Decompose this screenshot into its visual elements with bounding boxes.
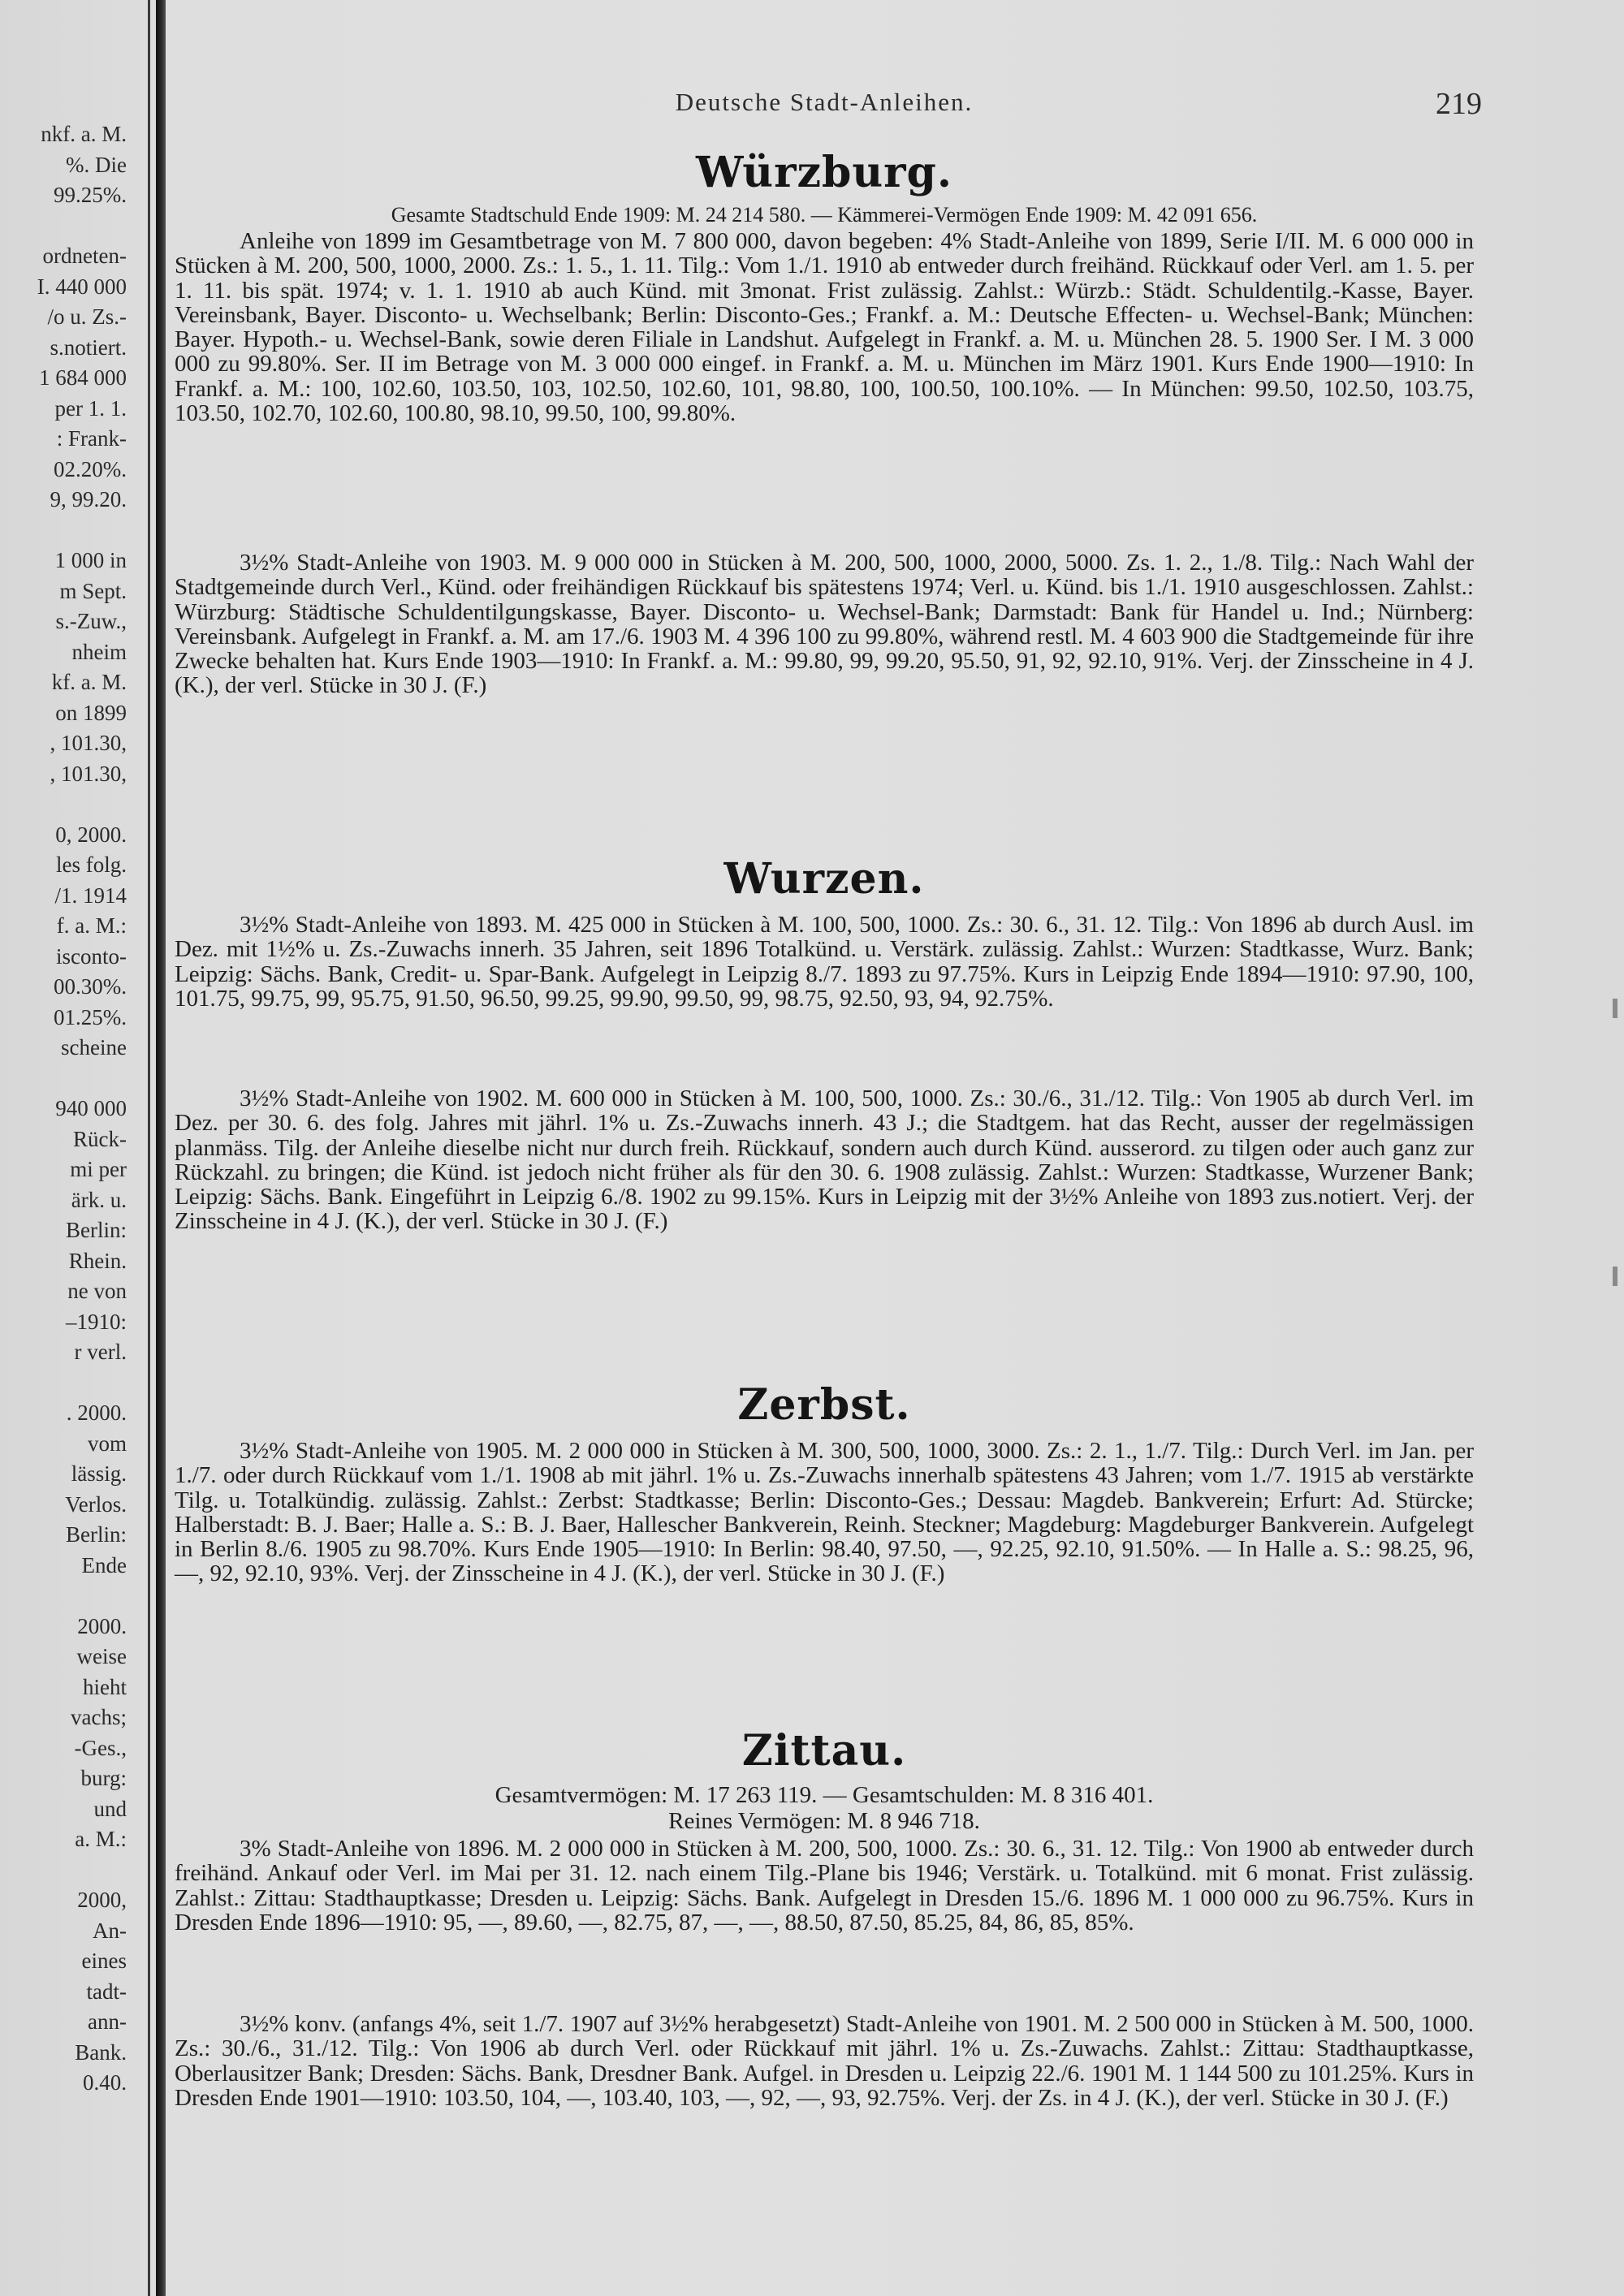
- fragment-line: . 2000.: [66, 1400, 127, 1425]
- fragment-line: 2000,: [77, 1888, 127, 1912]
- section-title-wuerzburg: Würzburg.: [695, 148, 953, 197]
- fragment-line: Berlin:: [66, 1522, 127, 1547]
- fragment-line: eines: [81, 1949, 127, 1973]
- fragment-line: 1 684 000: [39, 365, 127, 390]
- wuerzburg-anleihe-1903: 3½% Stadt-Anleihe von 1903. M. 9 000 000 in Stücken à M. 200, 500, 1000, 2000, 5000. Zs. 1. 2., 1./8. Tilg.: Nach Wahl der Stadtgemeinde durch Verl., Künd. oder freihändigen Rückkauf bis spätestens 1974; Verl. u. Künd. bis 1./1. 1910 ausgeschlossen. Zahlst.: Würzburg: Städtische Schuldentilgungskasse, Bayer. Disconto- u. Wechsel-Bank; Darmstadt: Bank für Handel u. Ind.; Nürnberg: Vereinsbank. Aufgelegt in Frankf. a. M. am 17./6. 1903 M. 4 396 100 zu 99.80%, während restl. M. 4 603 900 die Stadtgemeinde für ihre Zwecke behalten hat. Kurs Ende 1903—1910: In Frankf. a. M.: 99.80, 99, 99.20, 95.50, 91, 92, 92.10, 91%. Verj. der Zinsscheine in 4 J. (K.), der verl. Stücke in 30 J. (F.): [175, 550, 1474, 699]
- wurzen-anleihe-1902: 3½% Stadt-Anleihe von 1902. M. 600 000 in Stücken à M. 100, 500, 1000. Zs.: 30./6., 31./12. Tilg.: Von 1905 ab durch Verl. im Dez. per 30. 6. des folg. Jahres mit jährl. 1% u. Zs.-Zuwachs innerh. 43 J.; die Stadtgem. hat das Recht, ausser der regelmässigen planmäss. Tilg. der Anleihe dieselbe nicht nur durch freih. Rückkauf, sondern auch durch Künd. ausserord. zu tilgen oder auch ganz zur Rückzahl. zu bringen; die Künd. ist jedoch nicht früher als für den 30. 6. 1908 zulässig. Zahlst.: Wurzen: Stadtkasse, Wurzener Bank; Leipzig: Sächs. Bank. Eingeführt in Leipzig 6./8. 1902 zu 99.15%. Kurs in Leipzig mit der 3½% Anleihe von 1893 zus.notiert. Verj. der Zinsscheine in 4 J. (K.), der verl. Stücke in 30 J. (F.): [175, 1085, 1474, 1235]
- section-title-wurzen: Wurzen.: [723, 854, 925, 904]
- fragment-line: -Ges.,: [74, 1735, 127, 1760]
- wurzen-anleihe-1893: 3½% Stadt-Anleihe von 1893. M. 425 000 in Stücken à M. 100, 500, 1000. Zs.: 30. 6., 31. 12. Tilg.: Von 1896 ab durch Ausl. im Dez. mit 1½% u. Zs.-Zuwachs innerh. 35 Jahren, seit 1896 Totalkünd. u. Verstärk. zulässig. Zahlst.: Wurzen: Stadtkasse, Wurz. Bank; Leipzig: Sächs. Bank, Credit- u. Spar-Bank. Aufgelegt in Leipzig 8./7. 1893 zu 97.75%. Kurs in Leipzig Ende 1894—1910: 97.90, 100, 101.75, 99.75, 99, 95.75, 91.50, 96.50, 99.25, 99.90, 99.50, 99, 98.75, 92.50, 93, 94, 92.75%.: [175, 912, 1474, 1012]
- gutter-line-thin: [148, 0, 150, 2296]
- fragment-line: ann-: [88, 2009, 127, 2034]
- fragment-line: per 1. 1.: [54, 395, 127, 421]
- fragment-line: , 101.30,: [50, 761, 127, 786]
- fragment-line: r verl.: [74, 1340, 127, 1364]
- fragment-line: isconto-: [56, 943, 127, 969]
- fragment-line: I. 440 000: [37, 274, 127, 299]
- zittau-anleihe-1896: 3% Stadt-Anleihe von 1896. M. 2 000 000 in Stücken à M. 200, 500, 1000. Zs.: 30. 6., 31. 12. Tilg.: Von 1900 ab entweder durch freihänd. Ankauf oder Verl. im Mai per 31. 12. nach einem Tilg.-Plane bis 1946; Verstärk. u. Totalkünd. mit 6 monat. Frist zulässig. Zahlst.: Zittau: Stadthauptkasse; Dresden u. Leipzig: Sächs. Bank. Aufgelegt in Dresden 15./6. 1896 M. 1 000 000 zu 96.75%. Kurs in Dresden Ende 1896—1910: 95, —, 89.60, —, 82.75, 87, —, —, 88.50, 87.50, 85.25, 84, 86, 85, 85%.: [175, 1836, 1474, 1936]
- fragment-line: Verlos.: [65, 1491, 127, 1517]
- fragment-line: vom: [87, 1431, 127, 1456]
- fragment-line: 2000.: [77, 1613, 127, 1638]
- fragment-line: s.notiert.: [50, 334, 127, 360]
- fragment-line: 9, 99.20.: [50, 487, 127, 511]
- wuerzburg-summary: Gesamte Stadtschuld Ende 1909: M. 24 214 580. — Kämmerei-Vermögen Ende 1909: M. 42 091 656.: [391, 203, 1258, 227]
- fragment-line: /o u. Zs.-: [47, 304, 127, 329]
- section-title-zittau: Zittau.: [741, 1726, 907, 1776]
- fragment-line: scheine: [61, 1035, 127, 1060]
- fragment-line: 940 000: [55, 1096, 127, 1120]
- zittau-anleihe-1901: 3½% konv. (anfangs 4%, seit 1./7. 1907 auf 3½% herabgesetzt) Stadt-Anleihe von 1901. M. 2 500 000 in Stücken à M. 500, 1000. Zs.: 30./6., 31./12. Tilg.: Von 1906 ab durch Verl. oder Rückkauf mit jährl. 1% u. Zs.-Zuwachs. Zahlst.: Zittau: Stadthauptkasse, Oberlausitzer Bank; Dresden: Sächs. Bank, Dresdner Bank. Aufgel. in Dresden u. Leipzig 22./6. 1901 M. 1 144 500 zu 101.25%. Kurs in Dresden Ende 1901—1910: 103.50, 104, —, 103.40, 103, —, 92, —, 93, 92.75%. Verj. der Zs. in 4 J. (K.), der verl. Stücke in 30 J. (F.): [175, 2011, 1474, 2111]
- fragment-line: 99.25%.: [54, 183, 127, 207]
- fragment-line: 1 000 in: [54, 548, 127, 572]
- fragment-line: lässig.: [71, 1461, 127, 1486]
- fragment-line: tadt-: [86, 1979, 127, 2004]
- fragment-line: weise: [76, 1644, 127, 1668]
- fragment-line: m Sept.: [59, 578, 127, 603]
- fragment-line: a. M.:: [75, 1827, 127, 1851]
- fragment-line: An-: [93, 1918, 127, 1943]
- fragment-line: les folg.: [56, 852, 127, 877]
- fragment-line: : Frank-: [56, 426, 127, 451]
- fragment-line: mi per: [70, 1157, 127, 1181]
- fragment-line: 0, 2000.: [55, 822, 127, 847]
- fragment-line: 01.25%.: [54, 1004, 127, 1029]
- scan-edge-mark: [1613, 1267, 1618, 1286]
- fragment-line: ärk. u.: [71, 1187, 127, 1212]
- zerbst-anleihe-1905: 3½% Stadt-Anleihe von 1905. M. 2 000 000 in Stücken à M. 300, 500, 1000, 3000. Zs.: 2. 1., 1./7. Tilg.: Durch Verl. im Jan. per 1./7. oder durch Rückkauf vom 1./1. 1908 ab mit jährl. 1% u. Zs.-Zuwachs innerhalb spätestens 43 Jahren; vom 1./7. 1915 ab verstärkte Tilg. u. Totalkündig. zulässig. Zahlst.: Zerbst: Stadtkasse; Berlin: Disconto-Ges.; Dessau: Magdeb. Bankverein; Erfurt: Ad. Stürcke; Halberstadt: B. J. Baer; Halle a. S.: B. J. Baer, Hallescher Bankverein, Reinh. Steckner; Magdeburg: Magdeburger Bankverein. Aufgelegt in Berlin 8./6. 1905 zu 98.70%. Kurs Ende 1905—1910: In Berlin: 98.40, 97.50, —, 92.25, 92.10, 91.50%. — In Halle a. S.: 98.25, 96, —, 92, 92.10, 93%. Verj. der Zinsscheine in 4 J. (K.), der verl. Stücke in 30 J. (F.): [175, 1438, 1474, 1587]
- page-content: [166, 0, 1482, 2296]
- fragment-line: ne von: [67, 1279, 127, 1303]
- running-title: Deutsche Stadt-Anleihen.: [675, 88, 974, 116]
- fragment-line: –1910:: [65, 1309, 127, 1334]
- fragment-line: Ende: [81, 1552, 127, 1577]
- section-title-zerbst: Zerbst.: [737, 1380, 911, 1430]
- fragment-line: on 1899: [55, 700, 127, 725]
- previous-page-fragment: [0, 122, 130, 2103]
- zittau-vermoegen: Gesamtvermögen: M. 17 263 119. — Gesamtschulden: M. 8 316 401.: [495, 1782, 1154, 1808]
- fragment-line: Rück-: [73, 1126, 127, 1151]
- fragment-line: /1. 1914: [54, 883, 127, 908]
- zittau-reines-vermoegen: Reines Vermögen: M. 8 946 718.: [668, 1808, 980, 1834]
- fragment-line: 02.20%.: [54, 456, 127, 481]
- page-number: 219: [1436, 87, 1482, 121]
- wuerzburg-anleihe-1899: Anleihe von 1899 im Gesamtbetrage von M. 7 800 000, davon begeben: 4% Stadt-Anleihe von 1899, Serie I/II. M. 6 000 000 in Stücken à M. 200, 500, 1000, 2000. Zs.: 1. 5., 1. 11. Tilg.: Vom 1./1. 1910 ab entweder durch freihänd. Rückkauf oder Verl. am 1. 5. per 1. 11. bis spät. 1974; v. 1. 1. 1910 ab auch Künd. mit 3monat. Frist zulässig. Zahlst.: Würzb.: Städt. Schuldentilg.-Kasse, Bayer. Vereinsbank, Bayer. Disconto- u. Wechselbank; Berlin: Disconto-Ges.; Frankf. a. M.: Deutsche Effecten- u. Wechsel-Bank; München: Bayer. Hypoth.- u. Wechsel-Bank, sowie deren Filiale in Landshut. Aufgelegt in Frankf. a. M. u. München 28. 5. 1900 Ser. I M. 3 000 000 zu 99.80%. Ser. II im Betrage von M. 3 000 000 eingef. in Frankf. a. M. u. München im März 1901. Kurs Ende 1900—1910: In Frankf. a. M.: 100, 102.60, 103.50, 103, 102.50, 102.60, 101, 98.80, 100, 100.50, 100.10%. — In München: 99.50, 102.50, 103.75, 103.50, 102.70, 102.60, 100.80, 98.10, 99.50, 100, 99.80%.: [175, 228, 1474, 427]
- scan-edge-mark: [1613, 999, 1618, 1018]
- fragment-line: nheim: [71, 639, 127, 664]
- fragment-line: 0.40.: [83, 2070, 127, 2095]
- fragment-line: und: [93, 1796, 127, 1821]
- gutter-line-thick: [156, 0, 166, 2296]
- fragment-line: burg:: [80, 1766, 127, 1790]
- fragment-line: Rhein.: [68, 1248, 127, 1273]
- fragment-line: s.-Zuw.,: [55, 609, 127, 633]
- fragment-line: nkf. a. M.: [41, 122, 127, 146]
- fragment-line: Bank.: [75, 2039, 127, 2065]
- fragment-line: ordneten-: [42, 244, 127, 268]
- fragment-line: vachs;: [71, 1705, 127, 1729]
- fragment-line: 00.30%.: [54, 974, 127, 999]
- fragment-line: , 101.30,: [50, 731, 127, 755]
- fragment-line: %. Die: [66, 152, 127, 177]
- fragment-line: kf. a. M.: [51, 670, 127, 694]
- fragment-line: Berlin:: [66, 1218, 127, 1242]
- fragment-line: f. a. M.:: [56, 913, 127, 938]
- fragment-line: hieht: [83, 1674, 127, 1699]
